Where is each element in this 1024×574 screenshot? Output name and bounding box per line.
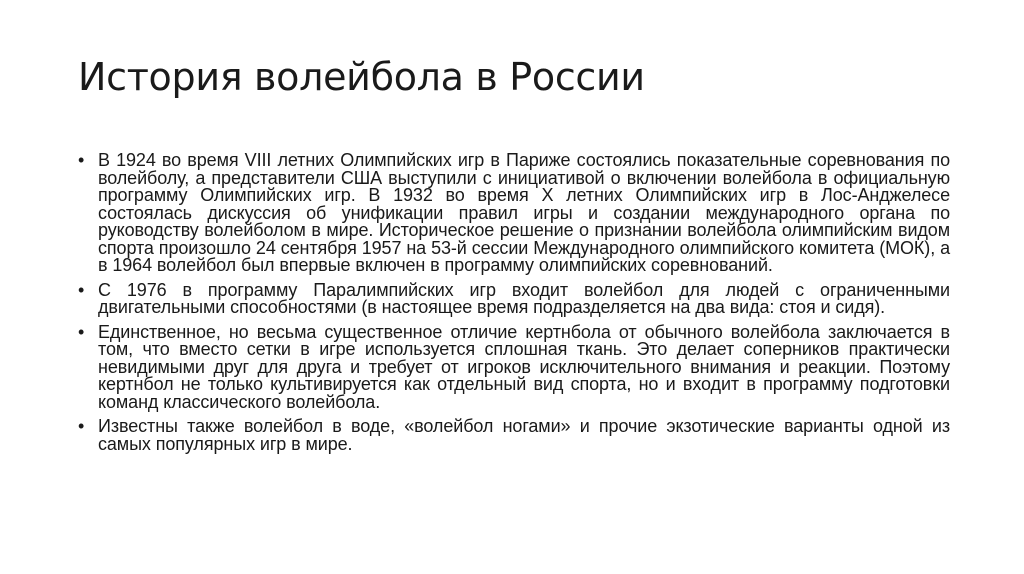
bullet-text: Единственное, но весьма существенное отличие кертнбола от обычного волейбола заключается в том, что вместо сетки в игре используется сплошная ткань. Это делает соперников практически невидимыми друг для друга и требует от игроков исключительного внимания и реакции. Поэтому кертнбол не только культивируется как отдельный вид спорта, но и входит в программу подготовки команд классического волейбола.	[98, 321, 950, 412]
bullet-item	[78, 279, 950, 317]
bullet-list	[78, 152, 950, 460]
bullet-icon: •	[78, 150, 85, 170]
bullet-text: Известны также волейбол в воде, «волейбол ногами» и прочие экзотические варианты одной из самых популярных игр в мире.	[98, 416, 950, 454]
bullet-icon: •	[78, 416, 85, 436]
bullet-item	[78, 152, 950, 275]
bullet-icon: •	[78, 321, 85, 342]
bullet-icon: •	[78, 279, 85, 300]
bullet-text: С 1976 в программу Паралимпийских игр входит волейбол для людей с ограниченными двигательными способностями (в настоящее время подразделяется на два вида: стоя и сидя).	[98, 279, 950, 317]
bullet-text: В 1924 во время VIII летних Олимпийских игр в Париже состоялись показательные соревнования по волейболу, а представители США выступили с инициативой о включении волейбола в официальную программу Олимпийских игр. В 1932 во время X летних Олимпийских игр в Лос-Анджелесе состоялась дискуссия об унификации правил игры и создании международного органа по руководству волейболом в мире. Историческое решение о признании волейбола олимпийским видом спорта произошло 24 сентября 1957 на 53-й сессии Международного олимпийского комитета (МОК), а в 1964 волейбол был впервые включен в программу олимпийских соревнований.	[98, 150, 950, 275]
slide-title: История волейбола в России	[78, 55, 645, 99]
bullet-item	[78, 321, 950, 412]
bullet-item	[78, 418, 950, 453]
